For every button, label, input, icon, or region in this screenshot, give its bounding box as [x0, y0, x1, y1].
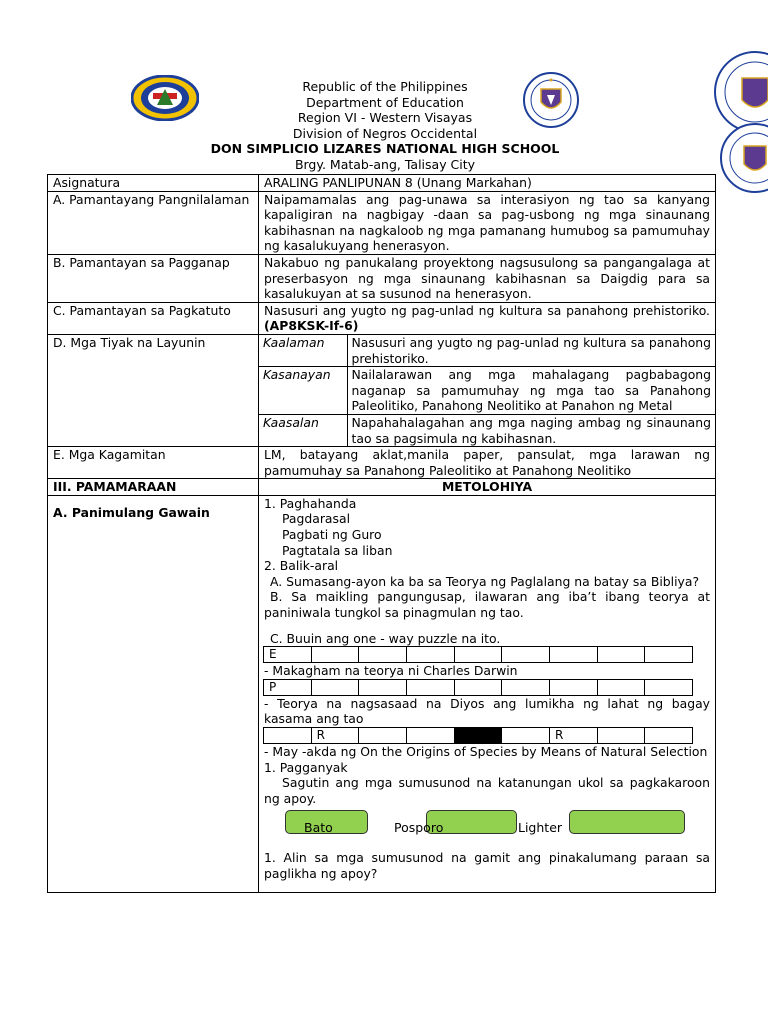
objective-row — [259, 335, 715, 367]
puzzle-cell — [597, 647, 645, 663]
puzzle-cell — [597, 728, 645, 744]
puzzle-clue: - Makagham na teorya ni Charles Darwin — [264, 663, 518, 679]
content-standard-row — [48, 191, 716, 254]
puzzle-cell — [454, 647, 502, 663]
subject-value: ARALING PANLIPUNAN 8 (Unang Markahan) — [259, 175, 716, 192]
puzzle-cell — [645, 728, 693, 744]
content-standard-value: Naipamamalas ang pag-unawa sa interasiyon ng tao sa kanyang kapaligiran na nagbigay -daan sa pag-usbong ng mga sinaunang kabihasnan na nagkaloob ng mga pamanang humubog sa pamumuhay ng kasalukuyang henerasyon. — [259, 191, 716, 254]
puzzle-cell — [406, 679, 454, 695]
puzzle-grid — [263, 679, 693, 696]
materials-label: E. Mga Kagamitan — [48, 447, 259, 479]
puzzle-cell: P — [264, 679, 312, 695]
performance-standard-label: B. Pamantayan sa Pagganap — [48, 254, 259, 302]
materials-value: LM, batayang aklat,manila paper, pansulat, mga larawan ng pamumuhay sa Panahong Paleolitiko at Panahong Neolitiko — [259, 447, 716, 479]
republic-line: Republic of the Philippines — [302, 79, 468, 94]
motivation-heading: 1. Pagganyak — [264, 759, 348, 775]
option-label: Lighter — [518, 820, 563, 836]
objectives-cell — [259, 334, 716, 446]
puzzle-row — [264, 679, 693, 695]
school-name: DON SIMPLICIO LIZARES NATIONAL HIGH SCHOOL — [210, 141, 560, 157]
option-lighter-button[interactable] — [569, 810, 685, 834]
puzzle-cell — [359, 679, 407, 695]
region-line: Region VI - Western Visayas — [297, 110, 473, 126]
puzzle-clue: - Teorya na nagsasaad na Diyos ang lumikha ng lahat ng bagay kasama ang tao — [264, 695, 710, 727]
procedure-label: III. PAMAMARAAN — [48, 479, 259, 496]
puzzle-grid — [263, 727, 693, 744]
review-heading: 2. Balik-aral — [264, 558, 339, 574]
puzzle-cell — [645, 647, 693, 663]
objective-row — [259, 367, 715, 415]
competency-code: (AP8KSK-If-6) — [264, 318, 359, 334]
learning-competency-row — [48, 302, 716, 334]
puzzle-cell — [454, 679, 502, 695]
prep-item: Pagbati ng Guro — [282, 527, 382, 543]
learning-competency-label: C. Pamantayan sa Pagkatuto — [48, 302, 259, 334]
materials-row — [48, 447, 716, 479]
learning-competency-cell — [259, 302, 716, 334]
puzzle-grid — [263, 646, 693, 663]
performance-standard-value: Nakabuo ng panukalang proyektong nagsusulong sa pangangalaga at preserbasyon ng mga sinaunang kabihasnan sa Daigdig para sa kasalukuyan at sa susunod na henerasyon. — [259, 254, 716, 302]
review-question-b: B. Sa maikling pangungusap, ilawaran ang iba’t ibang teorya at paniniwala tungkol sa pinagmulan ng tao. — [264, 589, 710, 621]
puzzle-cell — [502, 647, 550, 663]
option-label: Posporo — [394, 820, 444, 836]
subject-row — [48, 175, 716, 192]
objective-text: Nasusuri ang yugto ng pag-unlad ng kultura sa panahong prehistoriko. — [347, 335, 715, 367]
puzzle-row — [264, 647, 693, 663]
puzzle-cell: E — [264, 647, 312, 663]
option-label: Bato — [304, 820, 333, 836]
content-standard-label: A. Pamantayang Pangnilalaman — [48, 191, 259, 254]
question-1: 1. Alin sa mga sumusunod na gamit ang pinakalumang paraan sa paglikha ng apoy? — [264, 850, 710, 881]
objectives-label: D. Mga Tiyak na Layunin — [48, 334, 259, 446]
objective-domain: Kaasalan — [259, 414, 347, 446]
procedure-content — [259, 495, 716, 892]
puzzle-cell-blocked — [454, 728, 502, 744]
puzzle-cell — [311, 679, 359, 695]
puzzle-cell — [406, 728, 454, 744]
puzzle-cell: R — [549, 728, 597, 744]
initial-activity-label: A. Panimulang Gawain — [48, 495, 259, 892]
department-line: Department of Education — [306, 94, 464, 110]
puzzle-cell — [359, 728, 407, 744]
prep-item: Pagdarasal — [282, 511, 351, 527]
puzzle-cell — [502, 679, 550, 695]
division-line: Division of Negros Occidental — [292, 125, 478, 141]
subject-label: Asignatura — [48, 175, 259, 192]
school-address: Brgy. Matab-ang, Talisay City — [294, 156, 476, 172]
puzzle-clue: - May -akda ng On the Origins of Species by Means of Natural Selection — [264, 744, 708, 759]
puzzle-cell: R — [311, 728, 359, 744]
objectives-table — [259, 335, 715, 446]
puzzle-cell — [549, 679, 597, 695]
objective-text: Nailalarawan ang mga mahalagang pagbabagong naganap sa pamumuhay ng mga tao sa Panahong Paleolitiko, Panahong Neolitiko at Panahon ng Metal — [347, 367, 715, 415]
objectives-row — [48, 334, 716, 446]
prep-heading: 1. Paghahanda — [264, 495, 357, 511]
puzzle-cell — [597, 679, 645, 695]
prep-item: Pagtatala sa liban — [282, 542, 393, 558]
lesson-plan-table — [47, 174, 716, 893]
objective-text: Napahahalagahan ang mga naging ambag ng sinaunang tao sa pagsimula ng kabihasnan. — [347, 414, 715, 446]
objective-domain: Kasanayan — [259, 367, 347, 415]
puzzle-cell — [645, 679, 693, 695]
puzzle-cell — [502, 728, 550, 744]
motivation-text: Sagutin ang mga sumusunod na katanungan ukol sa pagkakaroon ng apoy. — [264, 775, 710, 806]
answer-options — [259, 810, 715, 844]
learning-competency-value: Nasusuri ang yugto ng pag-unlad ng kultura sa panahong prehistoriko. — [264, 302, 710, 318]
puzzle-cell — [359, 647, 407, 663]
puzzle-row — [264, 728, 693, 744]
puzzle-cell — [549, 647, 597, 663]
objective-row — [259, 414, 715, 446]
puzzle-cell — [311, 647, 359, 663]
document-header — [180, 79, 590, 173]
puzzle-cell — [264, 728, 312, 744]
performance-standard-row — [48, 254, 716, 302]
initial-activity-row — [48, 495, 716, 892]
method-label: METOLOHIYA — [259, 479, 716, 496]
objective-domain: Kaalaman — [259, 335, 347, 367]
review-question-a: A. Sumasang-ayon ka ba sa Teorya ng Paglalang na batay sa Bibliya? — [270, 573, 700, 589]
review-question-c: C. Buuin ang one - way puzzle na ito. — [270, 630, 501, 646]
procedure-header-row — [48, 479, 716, 496]
puzzle-cell — [406, 647, 454, 663]
